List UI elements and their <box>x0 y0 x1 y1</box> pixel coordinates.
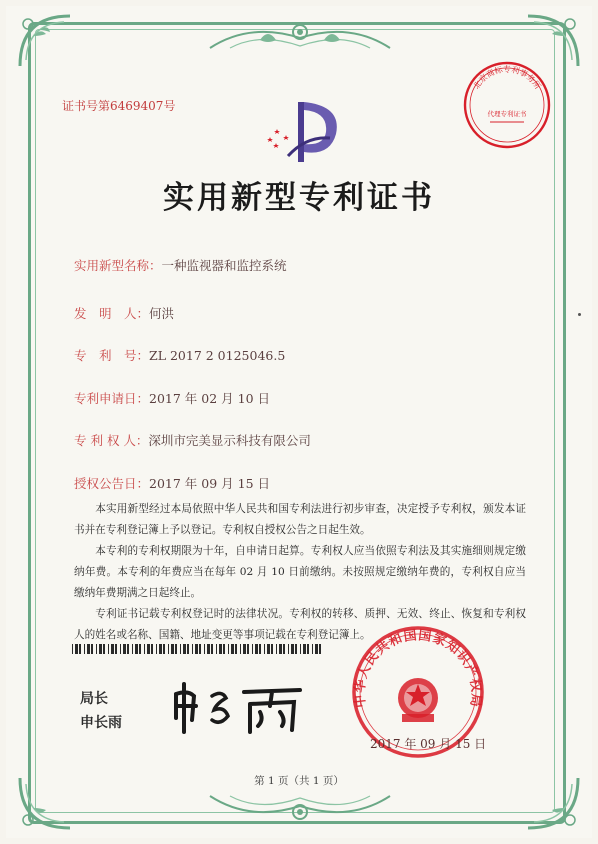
barcode-bar <box>300 644 301 654</box>
body-paragraph: 本专利的专利权期限为十年，自申请日起算。专利权人应当依照专利法及其实施细则规定缴纳年费。本专利的年费应当在每年 02 月 10 日前缴纳。未按照规定缴纳年费的，专利权自应当缴纳年费期满之日起终止。 <box>74 545 526 599</box>
barcode-icon <box>72 644 326 654</box>
field-label: 授权公告日： <box>74 476 150 491</box>
barcode-bar <box>295 644 297 654</box>
field-utility-model-name <box>74 256 287 274</box>
barcode-bar <box>199 644 201 654</box>
corner-ornament-icon <box>14 10 76 72</box>
barcode-bar <box>247 644 249 654</box>
barcode-bar <box>96 644 97 654</box>
barcode-bar <box>228 644 229 654</box>
barcode-bar <box>279 644 282 654</box>
national-seal-text: 中华人民共和国国家知识产权局 <box>352 628 484 709</box>
barcode-bar <box>264 644 265 654</box>
field-label: 发 明 人： <box>74 306 150 321</box>
barcode-bar <box>115 644 117 654</box>
svg-text:北京商标专利事务所 <box>471 64 543 91</box>
barcode-bar <box>144 644 145 654</box>
field-value: ZL 2017 2 0125046.5 <box>149 348 286 363</box>
field-application-date <box>74 389 270 407</box>
page-footer: 第 1 页（共 1 页） <box>254 775 344 787</box>
barcode-bar <box>99 644 102 654</box>
certificate-number: 证书号第6469407号 <box>62 99 176 113</box>
barcode-bar <box>84 644 85 654</box>
barcode-bar <box>216 644 217 654</box>
certificate-title: 实用新型专利证书 <box>163 180 435 216</box>
barcode-bar <box>75 644 78 654</box>
barcode-bar <box>87 644 90 654</box>
field-grant-date <box>74 474 270 492</box>
barcode-bar <box>307 644 309 654</box>
speck <box>578 313 581 316</box>
barcode-bar <box>303 644 306 654</box>
barcode-bar <box>120 644 121 654</box>
field-value: 2017 年 09 月 15 日 <box>149 476 271 491</box>
barcode-bar <box>163 644 165 654</box>
barcode-bar <box>211 644 213 654</box>
barcode-bar <box>276 644 277 654</box>
barcode-bar <box>175 644 177 654</box>
barcode-bar <box>192 644 193 654</box>
barcode-bar <box>283 644 285 654</box>
barcode-bar <box>240 644 241 654</box>
floral-ornament-icon <box>200 18 400 60</box>
floral-ornament-icon <box>200 784 400 826</box>
barcode-bar <box>72 644 73 654</box>
barcode-bar <box>139 644 141 654</box>
barcode-bar <box>127 644 129 654</box>
field-label: 专利申请日： <box>74 391 150 406</box>
barcode-bar <box>183 644 186 654</box>
signatory-name: 申长雨 <box>80 715 122 731</box>
barcode-bar <box>235 644 237 654</box>
body-paragraph: 本实用新型经过本局依照中华人民共和国专利法进行初步审查，决定授予专利权，颁发本证书并在专利登记簿上予以登记。专利权自授权公告之日起生效。 <box>74 503 526 536</box>
barcode-bar <box>168 644 169 654</box>
signatory-title: 局长 <box>80 691 108 707</box>
field-value: 2017 年 02 月 10 日 <box>149 391 271 406</box>
field-value: 何洪 <box>149 306 175 321</box>
barcode-bar <box>195 644 198 654</box>
agency-seal-text: 北京商标专利事务所 <box>471 65 543 91</box>
barcode-bar <box>204 644 205 654</box>
barcode-bar <box>147 644 150 654</box>
body-paragraph: 专利证书记载专利权登记时的法律状况。专利权的转移、质押、无效、终止、恢复和专利权人的姓名或名称、国籍、地址变更等事项记载在专利登记簿上。 <box>74 608 526 641</box>
barcode-bar <box>132 644 133 654</box>
patent-office-logo-icon <box>258 96 346 168</box>
field-patentee <box>74 431 311 449</box>
barcode-bar <box>291 644 294 654</box>
barcode-bar <box>271 644 273 654</box>
barcode-bar <box>159 644 162 654</box>
barcode-bar <box>187 644 189 654</box>
barcode-bar <box>243 644 246 654</box>
field-patent-number <box>74 346 285 364</box>
barcode-bar <box>171 644 174 654</box>
agency-seal-subtext: 代理专利证书 <box>487 110 527 118</box>
barcode-bar <box>319 644 321 654</box>
barcode-bar <box>223 644 225 654</box>
field-label: 专 利 号： <box>74 348 150 363</box>
barcode-bar <box>267 644 270 654</box>
barcode-bar <box>207 644 210 654</box>
barcode-bar <box>252 644 253 654</box>
barcode-bar <box>180 644 181 654</box>
barcode-bar <box>156 644 157 654</box>
barcode-bar <box>111 644 114 654</box>
agency-seal-icon <box>460 58 554 152</box>
barcode-bar <box>123 644 126 654</box>
handwritten-signature-icon <box>168 676 308 736</box>
barcode-bar <box>219 644 222 654</box>
barcode-bar <box>315 644 318 654</box>
barcode-bar <box>151 644 153 654</box>
barcode-bar <box>91 644 93 654</box>
field-inventor <box>74 304 174 322</box>
barcode-bar <box>288 644 289 654</box>
barcode-bar <box>108 644 109 654</box>
field-value: 一种监视器和监控系统 <box>161 258 287 273</box>
barcode-bar <box>259 644 261 654</box>
barcode-bar <box>312 644 313 654</box>
field-value: 深圳市完美显示科技有限公司 <box>148 433 311 448</box>
barcode-bar <box>103 644 105 654</box>
barcode-bar <box>255 644 258 654</box>
field-label: 专 利 权 人： <box>74 433 149 448</box>
field-label: 实用新型名称： <box>74 258 162 273</box>
barcode-bar <box>135 644 138 654</box>
barcode-bar <box>231 644 234 654</box>
issue-date: 2017 年 09 月 15 日 <box>370 737 487 751</box>
barcode-bar <box>79 644 81 654</box>
